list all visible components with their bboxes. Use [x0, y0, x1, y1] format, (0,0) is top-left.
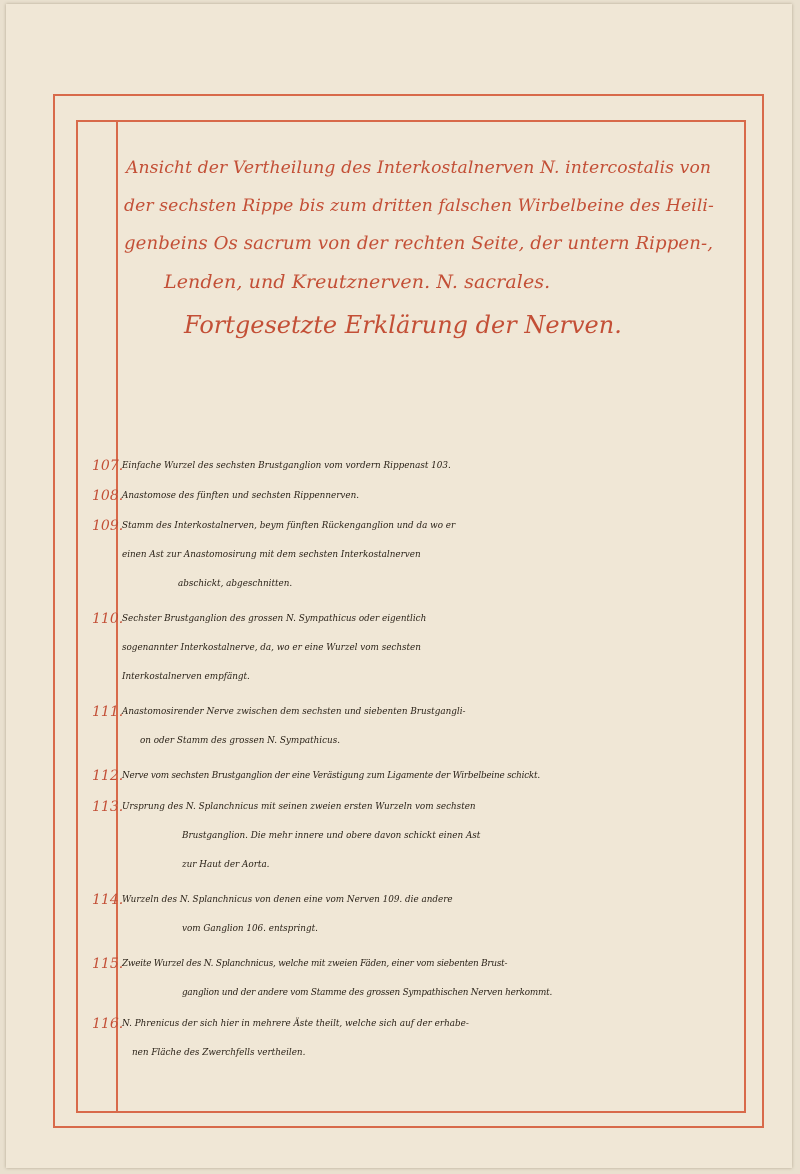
entry-text [122, 512, 738, 599]
title-line: Lenden, und Kreutznerven. N. sacrales. [164, 271, 551, 293]
entry-number: 111. [92, 704, 124, 720]
entry-line: Anastomose des fünften und sechsten Rippennerven. [122, 491, 360, 501]
entry-line: Einfache Wurzel des sechsten Brustganglion vom vordern Rippenast 103. [122, 461, 451, 471]
list-item [76, 605, 744, 692]
entry-number: 107. [92, 458, 124, 474]
page-subtitle: Fortgesetzte Erklärung der Nerven. [184, 311, 622, 339]
list-item [76, 698, 744, 756]
entry-line: einen Ast zur Anastomosirung mit dem sechsten Interkostalnerven [122, 550, 421, 560]
list-item [76, 452, 744, 481]
page-title [118, 149, 714, 347]
entry-line: nen Fläche des Zwerchfells vertheilen. [132, 1048, 306, 1058]
entry-line: Nerve vom sechsten Brustganglion der eine Verästigung zum Ligamente der Wirbelbeine schickt. [122, 771, 540, 781]
entry-line: Ursprung des N. Splanchnicus mit seinen zweien ersten Wurzeln vom sechsten [122, 802, 476, 812]
entry-text [122, 886, 738, 944]
entry-text [122, 605, 738, 692]
entry-text [122, 482, 738, 511]
entry-text [122, 950, 738, 1008]
nerve-entry-list [76, 452, 744, 1068]
entry-number: 112. [92, 768, 124, 784]
entry-line: Interkostalnerven empfängt. [122, 672, 250, 682]
entry-line: on oder Stamm des grossen N. Sympathicus. [140, 736, 341, 746]
entry-number: 114. [92, 892, 124, 908]
entry-line: abschickt, abgeschnitten. [178, 579, 293, 589]
entry-line: ganglion und der andere vom Stamme des grossen Sympathischen Nerven herkommt. [182, 988, 553, 998]
entry-text [122, 452, 738, 481]
entry-text [122, 1010, 738, 1068]
entry-number: 115. [92, 956, 124, 972]
list-item [76, 1010, 744, 1068]
list-item [76, 762, 744, 791]
entry-line: Brustganglion. Die mehr innere und obere davon schickt einen Ast [182, 831, 481, 841]
title-line: der sechsten Rippe bis zum dritten falschen Wirbelbeine des Heili‑ [124, 196, 714, 216]
entry-number: 108. [92, 488, 124, 504]
entry-number: 113. [92, 799, 124, 815]
entry-text [122, 793, 738, 880]
title-line: Ansicht der Vertheilung des Interkostalnerven N. intercostalis von [126, 158, 712, 178]
list-item [76, 793, 744, 880]
list-item [76, 886, 744, 944]
entry-line: sogenannter Interkostalnerve, da, wo er eine Wurzel vom sechsten [122, 643, 421, 653]
entry-number: 110. [92, 611, 124, 627]
entry-line: Zweite Wurzel des N. Splanchnicus, welche mit zweien Fäden, einer vom siebenten Brust‑ [122, 959, 508, 969]
entry-number: 116. [92, 1016, 124, 1032]
entry-line: zur Haut der Aorta. [182, 860, 270, 870]
entry-line: N. Phrenicus der sich hier in mehrere Äste theilt, welche sich auf der erhabe‑ [122, 1019, 469, 1029]
list-item [76, 482, 744, 511]
list-item [76, 512, 744, 599]
entry-number: 109. [92, 518, 124, 534]
entry-line: vom Ganglion 106. entspringt. [182, 924, 318, 934]
list-item [76, 950, 744, 1008]
title-line: genbeins Os sacrum von der rechten Seite, der untern Rippen‑, [124, 233, 714, 254]
entry-text [122, 698, 738, 756]
entry-line: Anastomosirender Nerve zwischen dem sechsten und siebenten Brustgangli‑ [122, 707, 466, 717]
entry-line: Wurzeln des N. Splanchnicus von denen eine vom Nerven 109. die andere [122, 895, 453, 905]
manuscript-page [6, 4, 792, 1168]
entry-text [122, 762, 738, 791]
entry-line: Stamm des Interkostalnerven, beym fünften Rückenganglion und da wo er [122, 521, 456, 531]
entry-line: Sechster Brustganglion des grossen N. Sympathicus oder eigentlich [122, 614, 427, 624]
